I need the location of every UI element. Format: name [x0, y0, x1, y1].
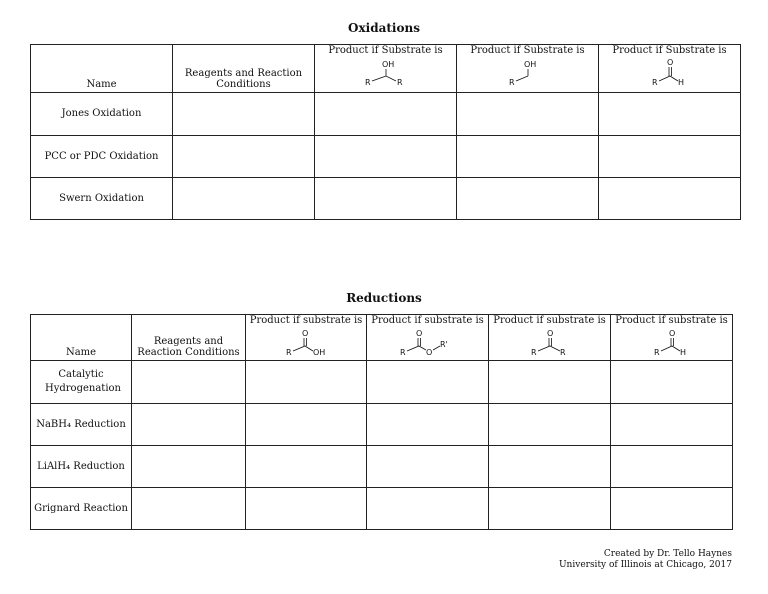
structure-o-label: O — [666, 58, 673, 67]
c-o-double-bond — [418, 338, 421, 346]
oxidations-table — [30, 44, 741, 220]
answer-cell[interactable] — [367, 404, 489, 446]
c-o-double-bond — [671, 338, 674, 346]
answer-cell[interactable] — [457, 93, 599, 136]
answer-cell[interactable] — [489, 446, 611, 488]
aldehyde-structure — [640, 56, 700, 88]
answer-cell[interactable] — [315, 93, 457, 136]
reagents-cell[interactable] — [132, 488, 246, 530]
carboxylic-acid-structure — [271, 326, 341, 358]
product-header-label: Product if Substrate is — [328, 45, 443, 56]
credit-institution: University of Illinois at Chicago, 2017 — [558, 560, 732, 570]
reagents-header: Reagents and Reaction Conditions — [132, 315, 246, 361]
product-header-ketone — [489, 315, 611, 361]
structure-oh-label: OH — [381, 60, 394, 69]
o-r-bond — [433, 346, 440, 350]
structure-r1-label: R — [399, 348, 406, 357]
table-row — [31, 404, 733, 446]
carbon-chain — [516, 76, 528, 81]
carbon-chain — [407, 346, 426, 351]
answer-cell[interactable] — [367, 488, 489, 530]
reductions-header-row — [31, 315, 733, 361]
reagents-cell[interactable] — [173, 93, 315, 136]
row-name: Catalytic Hydrogenation — [31, 361, 132, 404]
row-name: Jones Oxidation — [31, 93, 173, 136]
ketone-structure — [520, 326, 580, 358]
product-header-aldehyde — [599, 45, 741, 93]
answer-cell[interactable] — [611, 446, 733, 488]
answer-cell[interactable] — [599, 93, 741, 136]
reductions-table — [30, 314, 733, 530]
answer-cell[interactable] — [246, 404, 367, 446]
structure-r2-label: R — [396, 78, 403, 87]
table-row — [31, 361, 733, 404]
answer-cell[interactable] — [315, 178, 457, 220]
product-header-carboxylic-acid — [246, 315, 367, 361]
structure-r1-label: R — [508, 78, 515, 87]
oxidations-title: Oxidations — [348, 21, 420, 35]
answer-cell[interactable] — [367, 446, 489, 488]
answer-cell[interactable] — [457, 136, 599, 178]
answer-cell[interactable] — [489, 361, 611, 404]
product-header-label: Product if substrate is — [615, 315, 728, 326]
answer-cell[interactable] — [367, 361, 489, 404]
structure-o-label: O — [302, 329, 309, 338]
credit-block — [559, 549, 732, 571]
reagents-header: Reagents and Reaction Conditions — [173, 45, 315, 93]
answer-cell[interactable] — [315, 136, 457, 178]
answer-cell[interactable] — [611, 488, 733, 530]
structure-r2-label: R' — [439, 340, 448, 349]
structure-oh-label: OH — [313, 348, 326, 357]
secondary-alcohol-structure — [356, 56, 416, 88]
structure-o-label: O — [546, 329, 553, 338]
carbon-chain — [293, 346, 313, 351]
product-header-label: Product if substrate is — [249, 315, 363, 326]
c-o-double-bond — [549, 338, 552, 346]
table-row — [31, 93, 741, 136]
credit-author: Created by Dr. Tello Haynes — [603, 549, 732, 559]
product-header-primary-alcohol — [457, 45, 599, 93]
carbon-chain — [661, 346, 680, 351]
product-header-ester — [367, 315, 489, 361]
answer-cell[interactable] — [489, 488, 611, 530]
ester-structure — [393, 326, 463, 358]
carbon-chain — [538, 346, 560, 351]
reagents-cell[interactable] — [132, 404, 246, 446]
table-row — [31, 178, 741, 220]
structure-r2-label: R — [559, 348, 566, 357]
product-header-label: Product if Substrate is — [612, 45, 727, 56]
product-header-label: Product if substrate is — [371, 315, 484, 326]
structure-o-label: O — [668, 329, 675, 338]
reductions-title: Reductions — [346, 291, 422, 305]
answer-cell[interactable] — [246, 446, 367, 488]
row-name: NaBH₄ Reduction — [31, 404, 132, 446]
structure-o-label: O — [415, 329, 422, 338]
structure-h-label: H — [679, 348, 686, 357]
product-header-label: Product if substrate is — [493, 315, 606, 326]
answer-cell[interactable] — [611, 404, 733, 446]
table-row — [31, 136, 741, 178]
structure-h-label: H — [677, 78, 684, 87]
row-name: Grignard Reaction — [31, 488, 132, 530]
table-row — [31, 488, 733, 530]
primary-alcohol-structure — [498, 56, 558, 88]
c-o-double-bond — [304, 338, 307, 346]
structure-r1-label: R — [651, 78, 658, 87]
structure-r1-label: R — [530, 348, 537, 357]
carbon-chain — [372, 76, 396, 81]
answer-cell[interactable] — [457, 178, 599, 220]
product-header-label: Product if Substrate is — [470, 45, 585, 56]
structure-r1-label: R — [286, 348, 292, 357]
answer-cell[interactable] — [611, 361, 733, 404]
name-header: Name — [31, 45, 173, 93]
structure-r1-label: R — [653, 348, 660, 357]
structure-oh-label: OH — [523, 60, 536, 69]
answer-cell[interactable] — [599, 136, 741, 178]
answer-cell[interactable] — [489, 404, 611, 446]
row-name: Swern Oxidation — [31, 178, 173, 220]
answer-cell[interactable] — [599, 178, 741, 220]
row-name: PCC or PDC Oxidation — [31, 136, 173, 178]
carbon-chain — [659, 76, 678, 81]
oxidations-header-row — [31, 45, 741, 93]
reagents-cell[interactable] — [132, 361, 246, 404]
product-header-aldehyde — [611, 315, 733, 361]
answer-cell[interactable] — [246, 488, 367, 530]
reagents-cell[interactable] — [173, 136, 315, 178]
answer-cell[interactable] — [246, 361, 367, 404]
row-name: LiAlH₄ Reduction — [31, 446, 132, 488]
name-header: Name — [31, 315, 132, 361]
product-header-secondary-alcohol — [315, 45, 457, 93]
c-o-double-bond — [669, 67, 672, 76]
structure-r1-label: R — [364, 78, 371, 87]
reagents-cell[interactable] — [173, 178, 315, 220]
structure-o2-label: O — [425, 348, 432, 357]
aldehyde-structure — [642, 326, 702, 358]
reagents-cell[interactable] — [132, 446, 246, 488]
table-row — [31, 446, 733, 488]
